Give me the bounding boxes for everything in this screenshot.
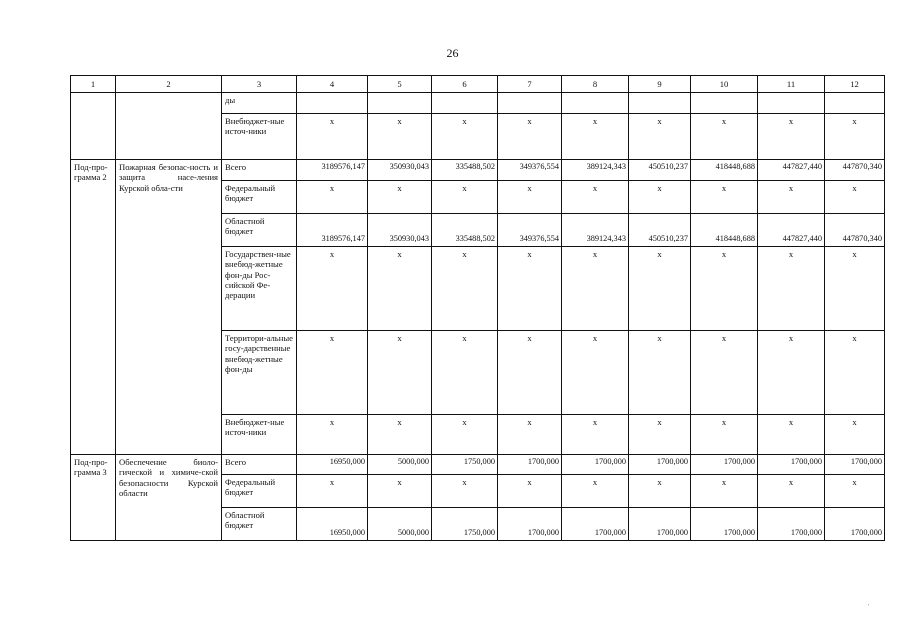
x-mark: x [297,247,368,331]
x-mark: x [825,475,885,508]
header-cell: 4 [297,76,368,93]
x-mark: x [498,415,562,455]
x-mark: x [825,415,885,455]
header-cell: 7 [498,76,562,93]
value-cell: 1700,000 [691,508,758,541]
value-cell: 1700,000 [629,508,691,541]
x-mark: x [758,181,825,214]
x-mark: x [297,415,368,455]
x-mark: x [498,181,562,214]
table-header-row [71,76,885,93]
value-cell: 16950,000 [297,508,368,541]
subprogram-name: Пожарная безопас-ность и защита насе-ления Курской обла-сти [116,160,222,455]
value-cell: 1700,000 [629,455,691,475]
x-mark: x [368,415,432,455]
x-mark: x [432,415,498,455]
value-cell: 389124,343 [562,160,629,181]
corner-mark: ' [867,604,869,610]
x-mark: x [432,247,498,331]
budget-table [70,75,885,541]
x-mark: x [432,331,498,415]
header-cell: 6 [432,76,498,93]
x-mark: x [498,114,562,160]
value-cell: 1700,000 [758,455,825,475]
x-mark: x [825,181,885,214]
empty-cell [71,93,116,160]
x-mark: x [825,247,885,331]
value-cell: 5000,000 [368,455,432,475]
x-mark: x [691,475,758,508]
x-mark: x [562,181,629,214]
header-cell: 2 [116,76,222,93]
x-mark: x [825,331,885,415]
x-mark: x [691,331,758,415]
x-mark: x [297,181,368,214]
x-mark: x [498,475,562,508]
subprogram-label: Под-про-грамма 2 [71,160,116,455]
value-cell: 389124,343 [562,214,629,247]
table-row [71,455,885,475]
value-cell: 447870,340 [825,160,885,181]
subprogram-name: Обеспечение биоло-гической и химиче-ской безопасности Курской области [116,455,222,541]
header-cell: 3 [222,76,297,93]
value-cell: 1700,000 [498,455,562,475]
x-mark: x [368,181,432,214]
x-mark: x [691,181,758,214]
x-mark: x [432,181,498,214]
source-cell: Всего [222,455,297,475]
x-mark: x [562,114,629,160]
value-cell: 335488,502 [432,214,498,247]
source-cell: Внебюджет-ные источ-ники [222,415,297,455]
header-cell: 11 [758,76,825,93]
x-mark: x [629,181,691,214]
value-cell: 1750,000 [432,455,498,475]
x-mark: x [758,247,825,331]
value-cell: 418448,688 [691,160,758,181]
x-mark: x [629,331,691,415]
source-cell: Внебюджет-ные источ-ники [222,114,297,160]
header-cell: 9 [629,76,691,93]
source-cell: Федеральный бюджет [222,181,297,214]
x-mark: x [758,415,825,455]
value-cell: 16950,000 [297,455,368,475]
source-cell: ды [222,93,297,114]
x-mark: x [758,331,825,415]
value-cell: 450510,237 [629,160,691,181]
x-mark: x [562,331,629,415]
header-cell: 5 [368,76,432,93]
x-mark: x [498,247,562,331]
source-cell: Всего [222,160,297,181]
x-mark: x [691,415,758,455]
x-mark: x [297,331,368,415]
x-mark: x [297,475,368,508]
value-cell: 1700,000 [691,455,758,475]
x-mark: x [562,247,629,331]
header-cell: 1 [71,76,116,93]
x-mark: x [629,475,691,508]
value-cell: 1700,000 [825,455,885,475]
source-cell: Государствен-ные внебюд-жетные фон-ды Рос-сийской Фе-дерации [222,247,297,331]
x-mark: x [368,475,432,508]
value-cell: 418448,688 [691,214,758,247]
value-cell: 5000,000 [368,508,432,541]
value-cell: 1700,000 [825,508,885,541]
value-cell: 349376,554 [498,214,562,247]
value-cell: 450510,237 [629,214,691,247]
x-mark: x [368,331,432,415]
empty-cell [116,93,222,160]
value-cell: 1700,000 [758,508,825,541]
x-mark: x [562,415,629,455]
x-mark: x [432,475,498,508]
source-cell: Территори-альные госу-дарственные внебюд-жетные фон-ды [222,331,297,415]
source-cell: Федеральный бюджет [222,475,297,508]
value-cell: 1700,000 [562,455,629,475]
x-mark: x [691,114,758,160]
value-cell: 1750,000 [432,508,498,541]
x-mark: x [629,415,691,455]
value-cell: 447827,440 [758,160,825,181]
source-cell: Областной бюджет [222,508,297,541]
value-cell: 349376,554 [498,160,562,181]
x-mark: x [562,475,629,508]
source-cell: Областной бюджет [222,214,297,247]
value-cell: 3189576,147 [297,214,368,247]
x-mark: x [758,114,825,160]
header-cell: 10 [691,76,758,93]
value-cell: 447870,340 [825,214,885,247]
x-mark: x [629,114,691,160]
value-cell: 1700,000 [562,508,629,541]
x-mark: x [498,331,562,415]
table-row [71,93,885,114]
header-cell: 12 [825,76,885,93]
subprogram-label: Под-про-грамма 3 [71,455,116,541]
x-mark: x [432,114,498,160]
x-mark: x [758,475,825,508]
x-mark: x [825,114,885,160]
table-row [71,160,885,181]
value-cell: 1700,000 [498,508,562,541]
x-mark: x [691,247,758,331]
value-cell: 350930,043 [368,160,432,181]
x-mark: x [368,247,432,331]
x-mark: x [297,114,368,160]
page-number: 26 [446,46,459,60]
value-cell: 335488,502 [432,160,498,181]
x-mark: x [629,247,691,331]
x-mark: x [368,114,432,160]
value-cell: 447827,440 [758,214,825,247]
value-cell: 3189576,147 [297,160,368,181]
value-cell: 350930,043 [368,214,432,247]
header-cell: 8 [562,76,629,93]
